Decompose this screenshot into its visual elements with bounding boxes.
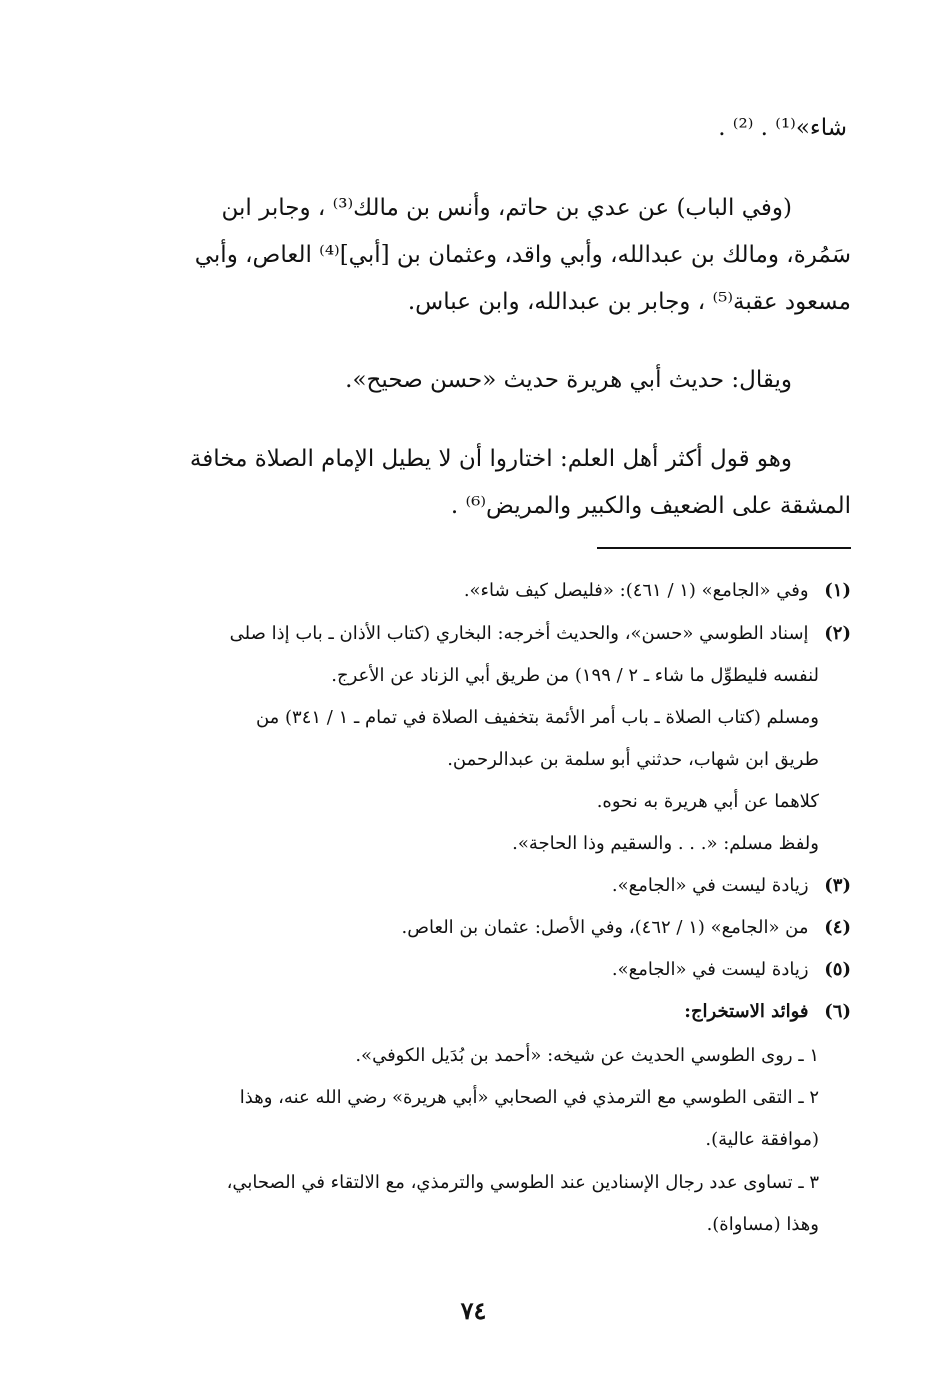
footnote-2-line-2: لنفسه فليطوِّل ما شاء ـ ٢ / ١٩٩) من طريق أبي الزناد عن الأعرج. [331,665,819,686]
footnote-number: (٣) [824,875,851,896]
footnote-number: (٥) [824,959,851,980]
footnote-6-item-3-line-1: ٣ ـ تساوى عدد رجال الإسنادين عند الطوسي والترمذي، مع الالتقاء في الصحابي، [226,1172,819,1193]
footnote-6-item-2-line-1: ٢ ـ التقى الطوسي مع الترمذي في الصحابي «أبي هريرة» رضي الله عنه، وهذا [239,1087,819,1108]
footnote-text: إسناد الطوسي «حسن»، والحديث أخرجه: البخاري (كتاب الأذان ـ باب إذا صلى [229,623,809,644]
footnote-text: من «الجامع» (١ / ٤٦٢)، وفي الأصل: عثمان بن العاص. [401,917,809,938]
footnote-number: (٤) [824,917,851,938]
footnote-heading: فوائد الاستخراج: [684,1001,809,1022]
paragraph-2: ويقال: حديث أبي هريرة حديث «حسن صحيح». [345,367,792,393]
footnote-6-item-3-line-2: وهذا (مساواة). [706,1214,819,1235]
footnote-number: (١) [824,580,851,601]
footnote-number: (٢) [824,623,851,644]
page-number: ٧٤ [460,1296,487,1325]
paragraph-1-line-3: مسعود عقبة⁽⁵⁾ ، وجابر بن عبدالله، وابن عباس. [407,289,851,315]
footnote-2-line-3: ومسلم (كتاب الصلاة ـ باب أمر الأئمة بتخفيف الصلاة في تمام ـ ١ / ٣٤١) من [255,707,819,728]
footnote-5 [612,959,851,980]
footnote-text: زيادة ليست في «الجامع». [611,875,809,896]
continuation-line: شاء»⁽¹⁾ . ⁽²⁾ . [718,115,847,141]
footnote-text: زيادة ليست في «الجامع». [611,959,809,980]
footnote-6-item-2-line-2: (موافقة عالية). [705,1129,819,1150]
paragraph-1-line-2: سَمُرة، ومالك بن عبدالله، وأبي واقد، وعثمان بن [أبي]⁽⁴⁾ العاص، وأبي [194,242,851,268]
footnote-text: وفي «الجامع» (١ / ٤٦١): «فليصل كيف شاء». [463,580,809,601]
footnote-2-line-6: ولفظ مسلم: «. . . والسقيم وذا الحاجة». [512,833,819,854]
footnote-2-line-5: كلاهما عن أبي هريرة به نحوه. [596,791,819,812]
paragraph-1-line-1: (وفي الباب) عن عدي بن حاتم، وأنس بن مالك⁽³⁾ ، وجابر ابن [221,195,792,221]
footnote-1 [464,580,851,601]
paragraph-3-line-1: وهو قول أكثر أهل العلم: اختاروا أن لا يطيل الإمام الصلاة مخافة [189,446,792,472]
footnote-6-item-1: ١ ـ روى الطوسي الحديث عن شيخه: «أحمد بن بُدَيل الكوفي». [355,1045,819,1066]
footnote-2-line-4: طريق ابن شهاب، حدثني أبو سلمة بن عبدالرحمن. [447,749,819,770]
footnote-number: (٦) [824,1001,851,1022]
paragraph-3-line-2: المشقة على الضعيف والكبير والمريض⁽⁶⁾ . [450,493,851,519]
footnote-4 [402,917,851,938]
footnote-6-title [684,1001,851,1022]
footnote-2-line-1 [230,623,851,644]
footnote-separator [597,547,851,549]
footnote-3 [612,875,851,896]
